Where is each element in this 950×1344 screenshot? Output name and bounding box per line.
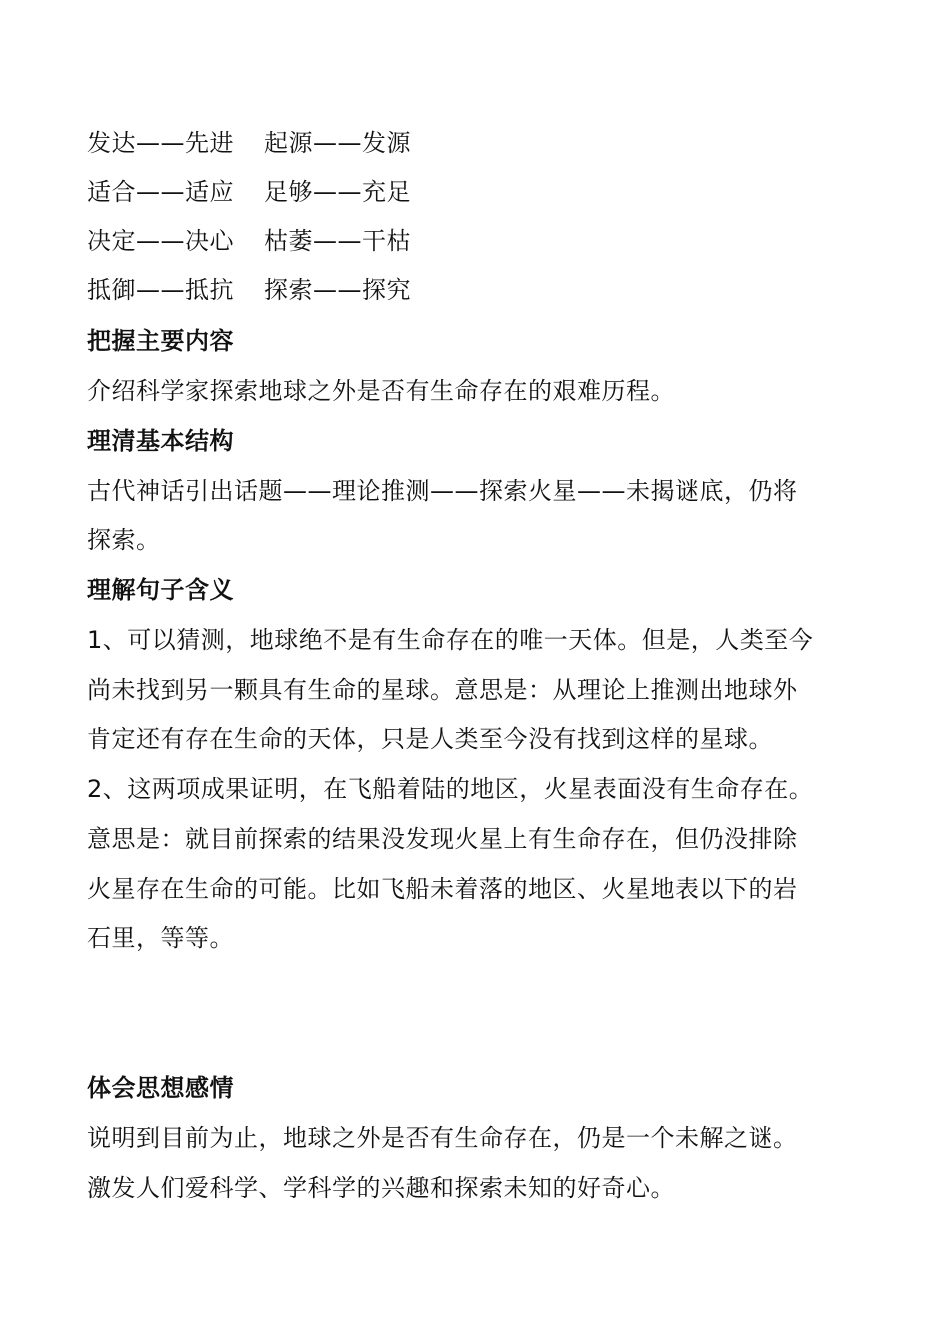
word-pair: 发达——先进 [87, 129, 234, 157]
section-heading-feelings: 体会思想感情 [87, 1074, 234, 1102]
paragraph-line: 石里，等等。 [87, 924, 234, 952]
word-pair: 枯萎——干枯 [264, 227, 411, 255]
word-pair-row [87, 176, 877, 208]
word-pair: 适合——适应 [87, 178, 234, 206]
section-heading-structure: 理清基本结构 [87, 427, 234, 455]
paragraph-line: 肯定还有存在生命的天体，只是人类至今没有找到这样的星球。 [87, 725, 773, 753]
paragraph-line: 说明到目前为止，地球之外是否有生命存在，仍是一个未解之谜。 [87, 1124, 798, 1152]
paragraph-line: 1、可以猜测，地球绝不是有生命存在的唯一天体。但是，人类至今 [87, 626, 814, 654]
section-heading-sentences: 理解句子含义 [87, 576, 234, 604]
paragraph-line: 探索。 [87, 526, 161, 554]
word-pair: 决定——决心 [87, 227, 234, 255]
section-heading-main-content: 把握主要内容 [87, 327, 234, 355]
paragraph-line: 火星存在生命的可能。比如飞船未着落的地区、火星地表以下的岩 [87, 875, 798, 903]
word-pair: 起源——发源 [264, 129, 411, 157]
word-pair-row [87, 274, 877, 306]
word-pair-row [87, 127, 877, 159]
paragraph-line: 古代神话引出话题——理论推测——探索火星——未揭谜底，仍将 [87, 477, 798, 505]
word-pair-row [87, 225, 877, 257]
paragraph-line: 2、这两项成果证明，在飞船着陆的地区，火星表面没有生命存在。 [87, 775, 814, 803]
paragraph-line: 激发人们爱科学、学科学的兴趣和探索未知的好奇心。 [87, 1174, 675, 1202]
word-pair: 足够——充足 [264, 178, 411, 206]
word-pair: 探索——探究 [264, 276, 411, 304]
paragraph-line: 尚未找到另一颗具有生命的星球。意思是：从理论上推测出地球外 [87, 676, 798, 704]
word-pair: 抵御——抵抗 [87, 276, 234, 304]
paragraph-line: 意思是：就目前探索的结果没发现火星上有生命存在，但仍没排除 [87, 825, 798, 853]
paragraph-line: 介绍科学家探索地球之外是否有生命存在的艰难历程。 [87, 377, 675, 405]
